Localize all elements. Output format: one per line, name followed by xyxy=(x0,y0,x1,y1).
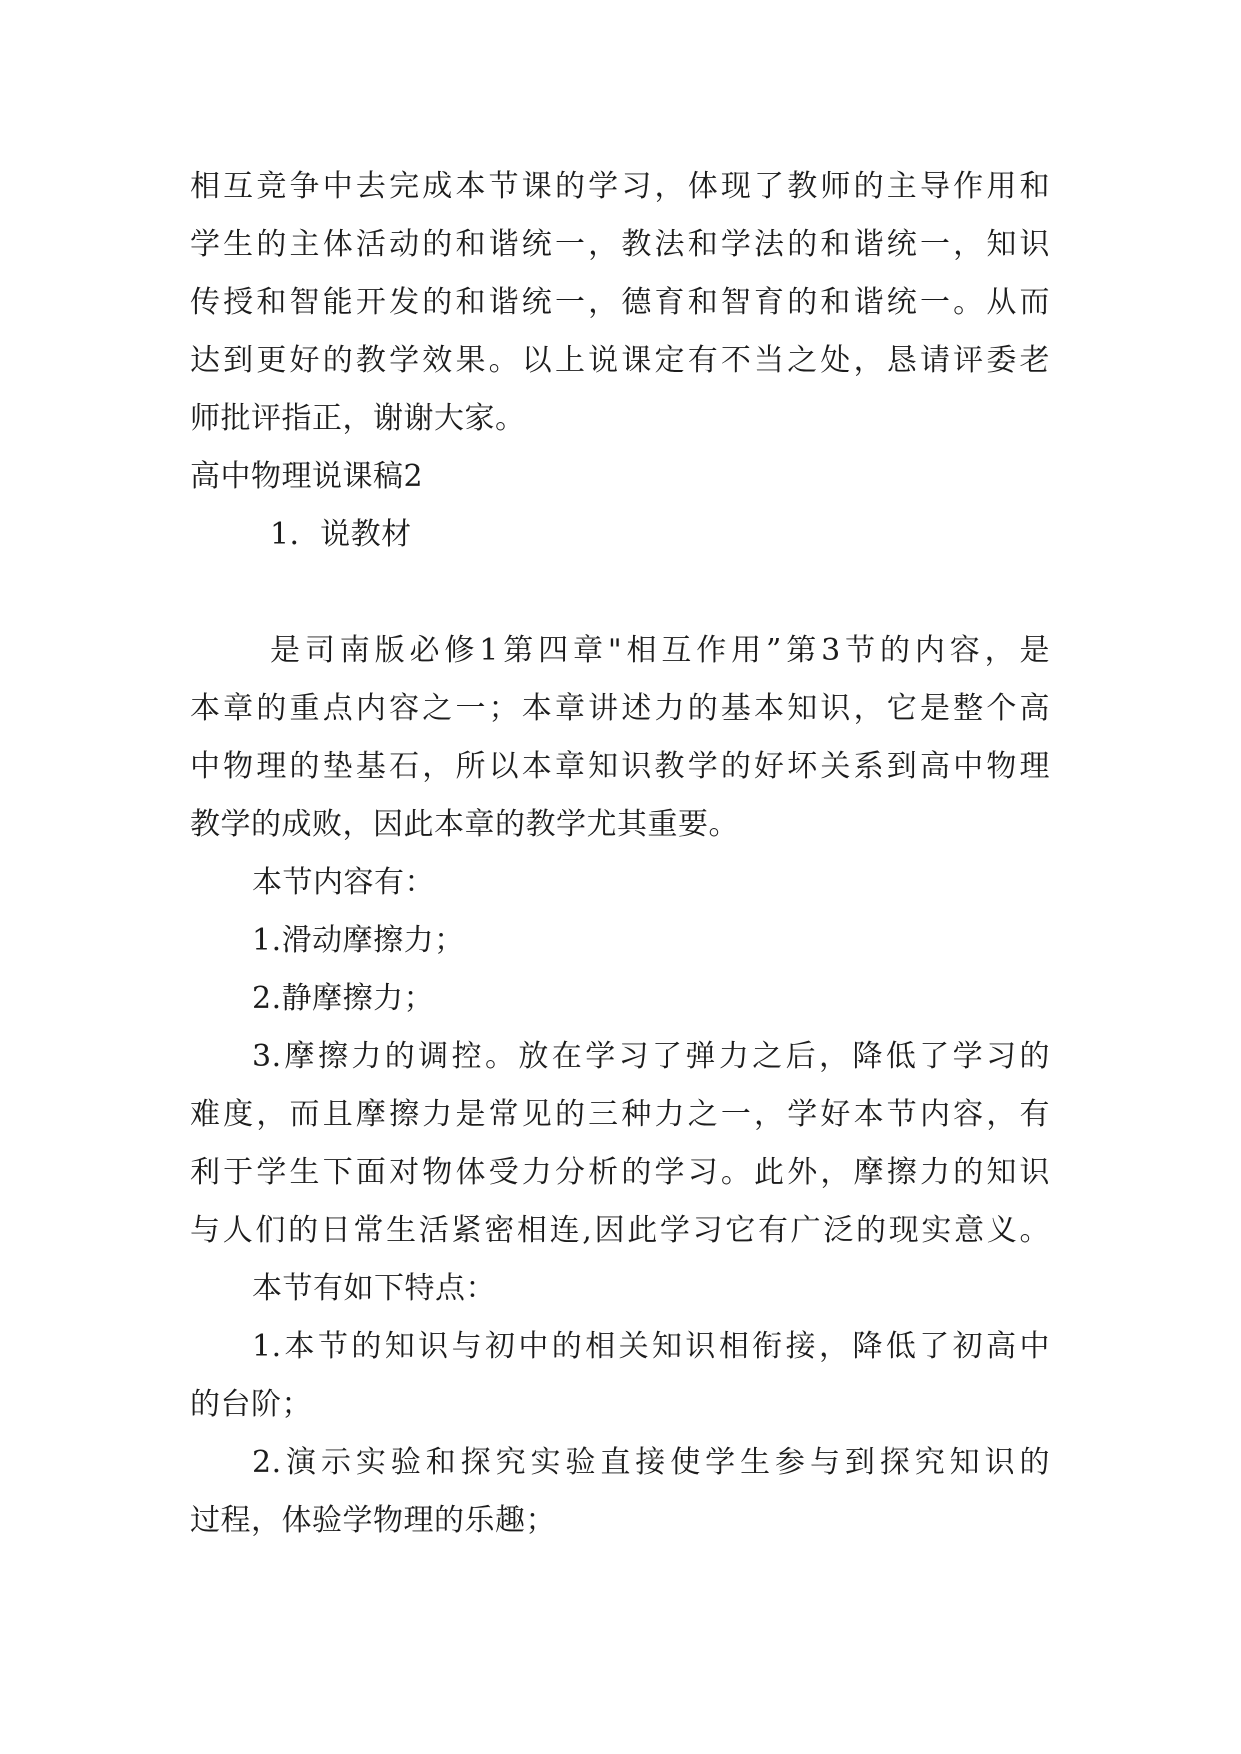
list-item: 1.滑动摩擦力； xyxy=(252,923,465,958)
paragraph-line: 中物理的垫基石，所以本章知识教学的好坏关系到高中物理 xyxy=(190,749,1050,784)
paragraph-line: 与人们的日常生活紧密相连,因此学习它有广泛的现实意义。 xyxy=(190,1213,1050,1248)
paragraph-line: 相互竞争中去完成本节课的学习，体现了教师的主导作用和 xyxy=(190,169,1050,204)
section-heading: 高中物理说课稿2 xyxy=(190,459,424,494)
list-item: 3.摩擦力的调控。放在学习了弹力之后，降低了学习的 xyxy=(252,1039,1050,1074)
paragraph-line: 师批评指正，谢谢大家。 xyxy=(190,401,526,436)
paragraph-line: 的台阶； xyxy=(190,1387,312,1422)
subsection-heading: 1．说教材 xyxy=(270,517,412,552)
paragraph-line: 教学的成败，因此本章的教学尤其重要。 xyxy=(190,807,739,842)
paragraph-line: 是司南版必修1第四章"相互作用”第3节的内容，是 xyxy=(270,633,1050,668)
paragraph-line: 达到更好的教学效果。以上说课定有不当之处，恳请评委老 xyxy=(190,343,1050,378)
paragraph-line: 学生的主体活动的和谐统一，教法和学法的和谐统一，知识 xyxy=(190,227,1050,262)
paragraph-line: 传授和智能开发的和谐统一，德育和智育的和谐统一。从而 xyxy=(190,285,1050,320)
paragraph-line: 本节内容有： xyxy=(252,865,435,900)
paragraph-line: 利于学生下面对物体受力分析的学习。此外，摩擦力的知识 xyxy=(190,1155,1050,1190)
paragraph-line: 过程，体验学物理的乐趣； xyxy=(190,1503,556,1538)
list-item: 1.本节的知识与初中的相关知识相衔接，降低了初高中 xyxy=(252,1329,1050,1364)
paragraph-line: 难度，而且摩擦力是常见的三种力之一，学好本节内容，有 xyxy=(190,1097,1050,1132)
list-item: 2.演示实验和探究实验直接使学生参与到探究知识的 xyxy=(252,1445,1050,1480)
paragraph-line: 本节有如下特点： xyxy=(252,1271,496,1306)
list-item: 2.静摩擦力； xyxy=(252,981,435,1016)
paragraph-line: 本章的重点内容之一；本章讲述力的基本知识，它是整个高 xyxy=(190,691,1050,726)
